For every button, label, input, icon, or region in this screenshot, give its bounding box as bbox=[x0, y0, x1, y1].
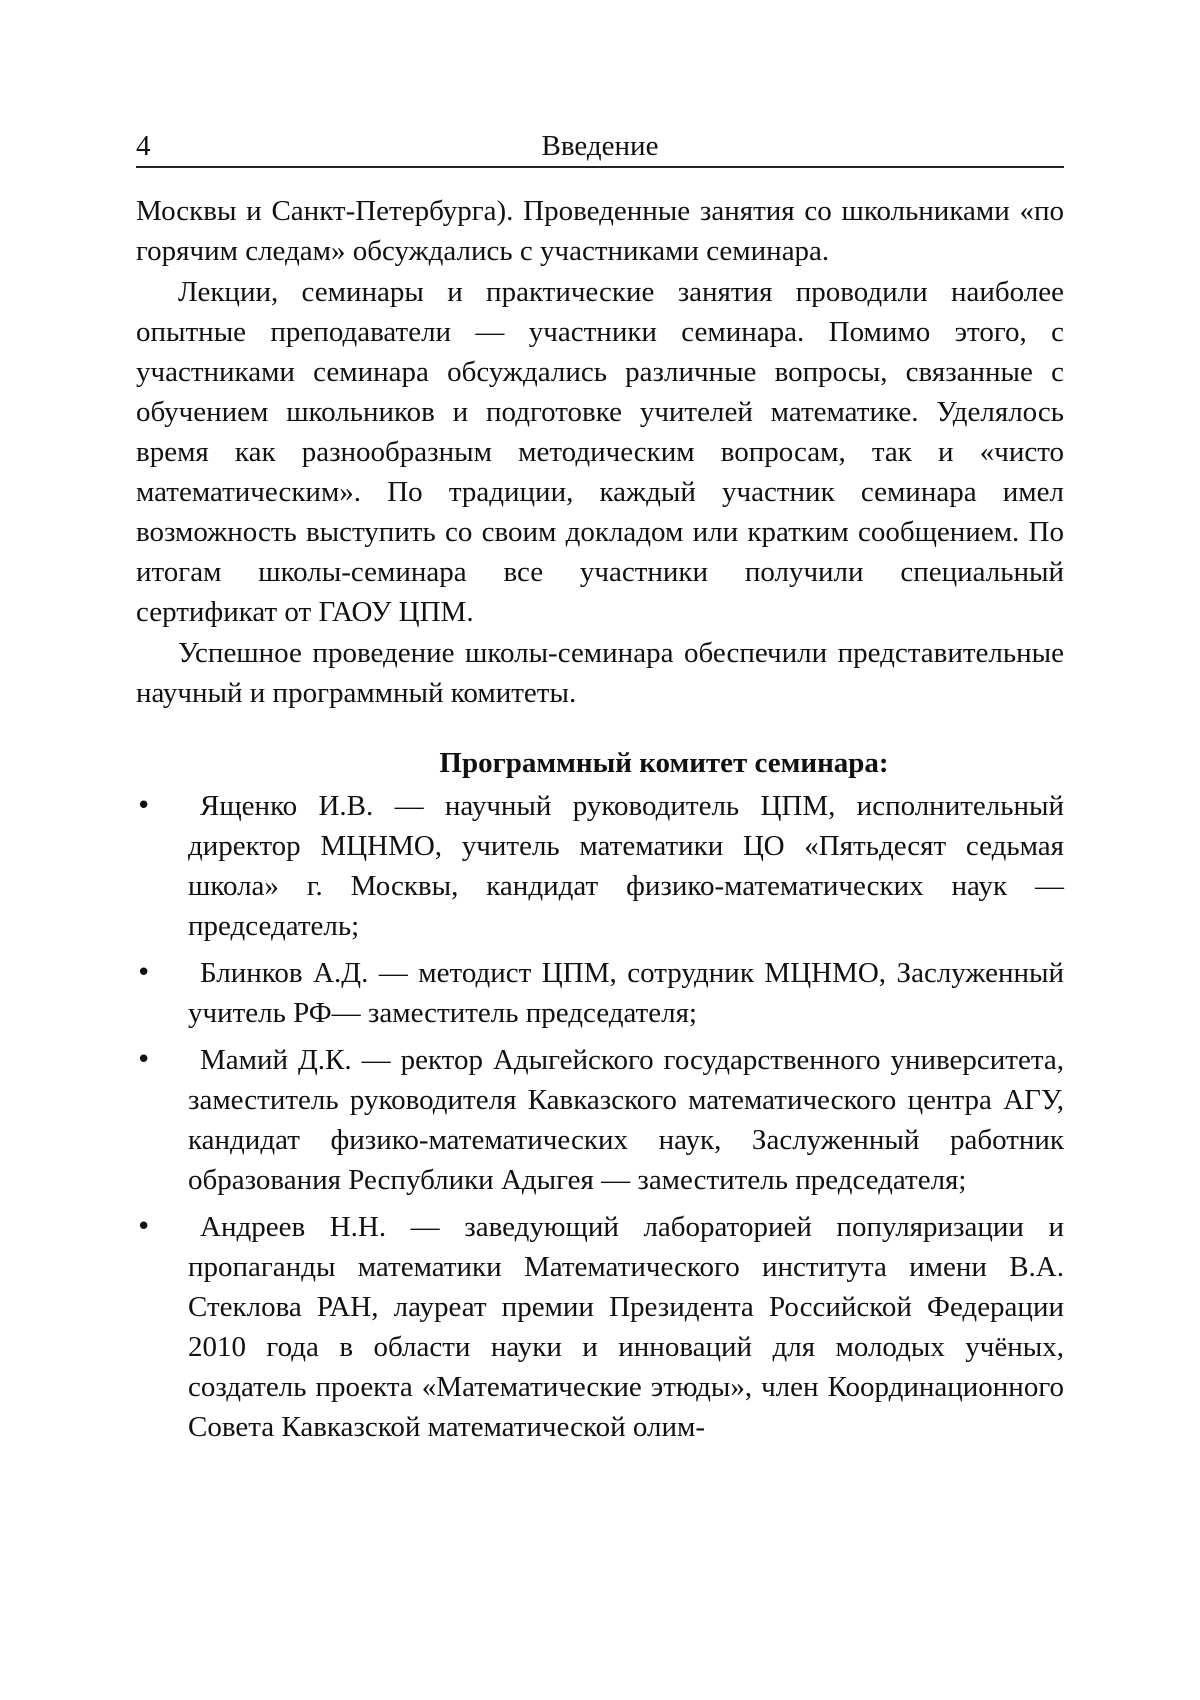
list-item bbox=[136, 1207, 1064, 1447]
committee-member-text: Мамий Д.К. — ректор Адыгейского государственного университета, заместитель руководителя Кавказского математического центра АГУ, кандидат физико-математических наук, Заслуженный работник образования Республики Адыгея — заместитель председателя; bbox=[188, 1044, 1064, 1196]
list-item bbox=[136, 786, 1064, 946]
running-title: Введение bbox=[541, 130, 659, 162]
paragraph-committees: Успешное проведение школы-семинара обеспечили представительные научный и программный комитеты. bbox=[136, 637, 1064, 709]
bullet-icon: • bbox=[136, 958, 152, 988]
committee-member-text: Андреев Н.Н. — заведующий лабораторией популяризации и пропаганды математики Математического института имени В.А. Стеклова РАН, лауреат премии Президента Российской Федерации 2010 года в области науки и инноваций для молодых учёных, создатель проекта «Математические этюды», член Координационного Совета Кавказской математической олим- bbox=[188, 1211, 1064, 1443]
paragraph-lectures: Лекции, семинары и практические занятия проводили наиболее опытные преподаватели — участники семинара. Помимо этого, с участниками семинара обсуждались различные вопросы, связанные с обучением школьников и подготовке учителей математике. Уделялось время как разнообразным методическим вопросам, так и «чисто математическим». По традиции, каждый участник семинара имел возможность выступить со своим докладом или кратким сообщением. По итогам школы-семинара все участники получили специальный сертификат от ГАОУ ЦПМ. bbox=[136, 276, 1064, 628]
committee-list bbox=[136, 786, 1064, 1447]
running-header bbox=[136, 118, 1064, 168]
page-number: 4 bbox=[136, 130, 151, 162]
bullet-icon: • bbox=[136, 1212, 152, 1242]
bullet-icon: • bbox=[136, 791, 152, 821]
section-heading: Программный комитет семинара: bbox=[439, 747, 889, 779]
body-text bbox=[136, 191, 1064, 1454]
paragraph-continuation: Москвы и Санкт-Петербурга). Проведенные занятия со школьниками «по горячим следам» обсуждались с участниками семинара. bbox=[136, 195, 1064, 267]
list-item bbox=[136, 953, 1064, 1033]
committee-member-text: Ященко И.В. — научный руководитель ЦПМ, исполнительный директор МЦНМО, учитель математики ЦО «Пятьдесят седьмая школа» г. Москвы, кандидат физико-математических наук — председатель; bbox=[188, 790, 1064, 942]
bullet-icon: • bbox=[136, 1045, 152, 1075]
committee-member-text: Блинков А.Д. — методист ЦПМ, сотрудник МЦНМО, Заслуженный учитель РФ— заместитель председателя; bbox=[188, 957, 1064, 1029]
list-item bbox=[136, 1040, 1064, 1200]
